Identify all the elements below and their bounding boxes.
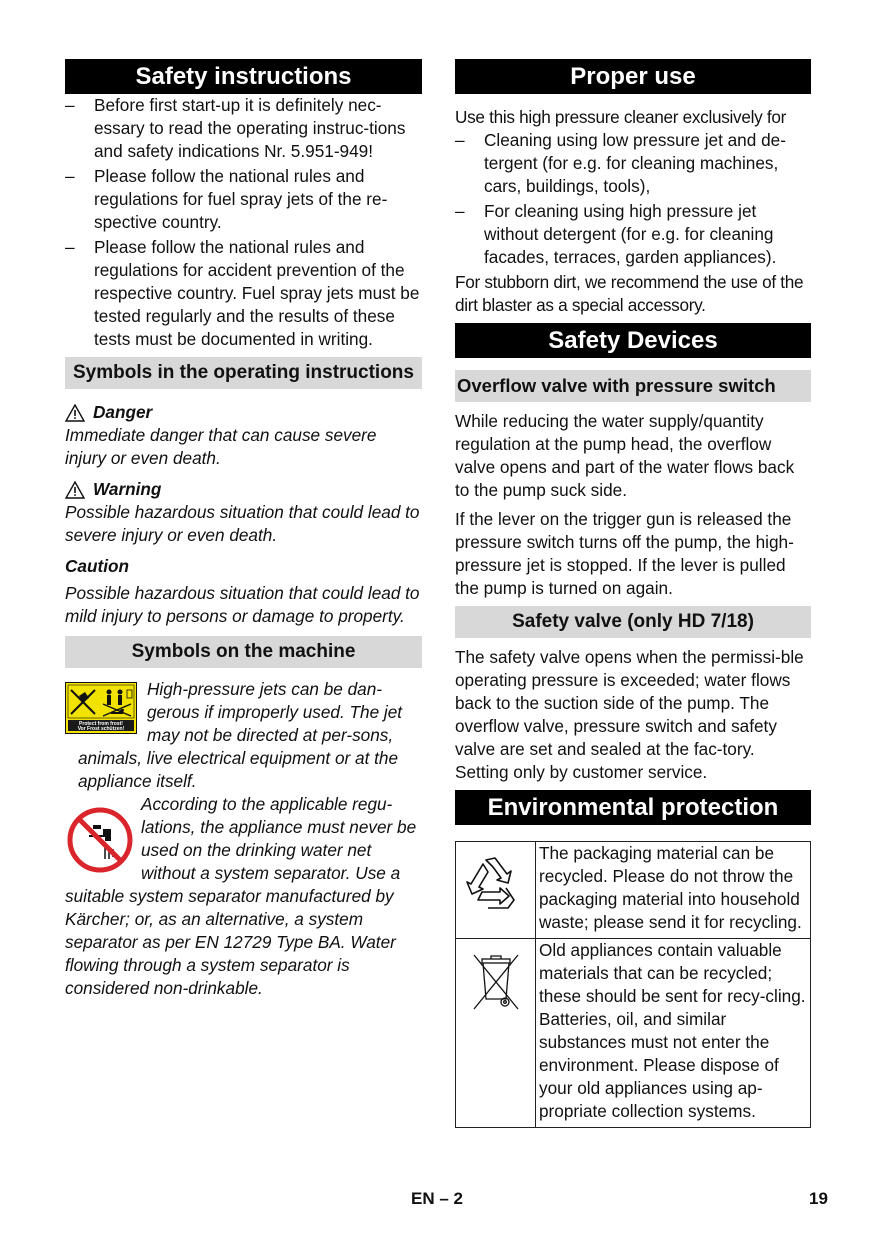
table-row [456, 939, 811, 1128]
high-pressure-jet-label-icon [65, 682, 137, 734]
overflow-text-2: If the lever on the trigger gun is released the pressure switch turns off the pump, the high-pressure jet is stopped. If the lever is pulled the pump is turned on again. [455, 509, 794, 598]
safety-list [65, 94, 422, 351]
machine-symbol-1 [65, 678, 422, 793]
table-row [456, 842, 811, 939]
symbols-operating-heading: Symbols in the operating instructions [65, 357, 422, 389]
symbols-machine-heading: Symbols on the machine [65, 636, 422, 668]
proper-use-intro: Use this high pressure cleaner exclusively for [455, 107, 787, 127]
safety-valve-text-1: The safety valve opens when the permissi-ble operating pressure is exceeded; water flows back to the suction side of the pump. The overflow valve, pressure switch and safety valve are set and sealed at the fac-tory. [455, 647, 804, 759]
icon-cell [456, 842, 536, 939]
list-item: – For cleaning using high pressure jet without detergent (for e.g. for cleaning facades, terraces, garden appliances). [455, 200, 811, 269]
label-text-de: Vor Frost schützen! [77, 726, 125, 732]
proper-use-heading: Proper use [455, 59, 811, 94]
warning-text: Possible hazardous situation that could lead to severe injury or even death. [65, 502, 420, 545]
label-text-en: Protect from frost! [79, 721, 123, 727]
crossed-bin-icon [456, 939, 535, 1029]
proper-use-outro: For stubborn dirt, we recommend the use of the dirt blaster as a special accessory. [455, 272, 804, 315]
warning-triangle-icon [65, 404, 85, 422]
danger-label: Danger [93, 402, 153, 422]
safety-instructions-heading: Safety instructions [65, 59, 422, 94]
machine-text-2: According to the applicable regu-lations, the appliance must never be used on the drinking water net without a system separator. Use a suitable system separator manufactured by Kärcher; or, as an alternative, a system separator as per EN 12729 Type BA. Water flowing through a system separator is considered non-drinkable. [65, 794, 417, 998]
caution-label: Caution [65, 556, 129, 576]
no-drinking-water-icon [67, 807, 133, 873]
proper-use-list [455, 129, 811, 269]
caution-text: Possible hazardous situation that could lead to mild injury to persons or damage to property. [65, 583, 420, 626]
warning-triangle-icon [65, 481, 85, 499]
environmental-protection-heading: Environmental protection [455, 790, 811, 825]
icon-cell [456, 939, 536, 1128]
list-item: – Please follow the national rules and regulations for accident prevention of the respective country. Fuel spray jets must be tested regularly and the results of these tests must be documented in writing. [65, 236, 422, 351]
list-item: – Please follow the national rules and regulations for fuel spray jets of the re-spective country. [65, 165, 422, 234]
overflow-valve-heading: Overflow valve with pressure switch [455, 370, 811, 402]
footer-language-page: EN – 2 [411, 1189, 463, 1208]
env-text-1: The packaging material can be recycled. Please do not throw the packaging material into household waste; please send it for recycling. [536, 842, 811, 939]
machine-symbol-2 [65, 793, 422, 1000]
env-text-2: Old appliances contain valuable materials that can be recycled; these should be sent for recy-cling. Batteries, oil, and similar substances must not enter the environment. Please dispose of your old appliances using ap-propriate collection systems. [536, 939, 811, 1128]
safety-valve-heading: Safety valve (only HD 7/18) [455, 606, 811, 638]
danger-row [65, 401, 422, 424]
warning-row [65, 478, 422, 501]
left-column [65, 59, 422, 1000]
list-item: – Cleaning using low pressure jet and de-tergent (for e.g. for cleaning machines, cars, buildings, tools), [455, 129, 811, 198]
machine-text-1: High-pressure jets can be dan-gerous if improperly used. The jet may not be directed at per-sons, animals, live electrical equipment or at the appliance itself. [78, 679, 403, 791]
page-number: 19 [809, 1189, 828, 1208]
list-item: – Before first start-up it is definitely nec-essary to read the operating instruc-tions and safety indications Nr. 5.951-949! [65, 94, 422, 163]
right-column [455, 59, 811, 1128]
safety-valve-text-2: Setting only by customer service. [455, 762, 708, 782]
overflow-text-1: While reducing the water supply/quantity regulation at the pump head, the overflow valve opens and part of the water flows back to the pump suck side. [455, 411, 795, 500]
warning-label: Warning [93, 479, 162, 499]
danger-text: Immediate danger that can cause severe injury or even death. [65, 425, 377, 468]
safety-devices-heading: Safety Devices [455, 323, 811, 358]
environment-table [455, 841, 811, 1128]
recycle-icon [456, 842, 535, 922]
